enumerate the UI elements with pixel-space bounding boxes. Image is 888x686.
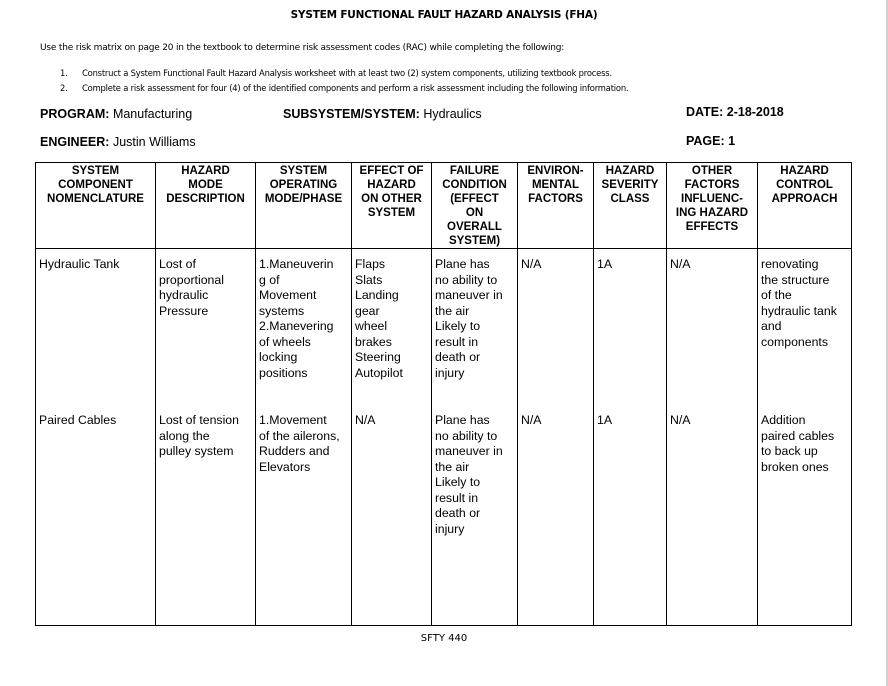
table-cell: Flaps Slats Landing gear wheel brakes Steering Autopilot: [352, 249, 432, 406]
table-cell: Lost of tension along the pulley system: [156, 405, 256, 626]
table-cell: Plane has no ability to maneuver in the air Likely to result in death or injury: [432, 405, 518, 626]
page-footer: SFTY 440: [420, 633, 468, 644]
table-cell: N/A: [518, 405, 594, 626]
column-header: SYSTEM COMPONENT NOMENCLATURE: [36, 163, 156, 249]
table-cell: N/A: [667, 405, 758, 626]
table-cell: N/A: [667, 249, 758, 406]
column-header: HAZARD MODE DESCRIPTION: [156, 163, 256, 249]
table-cell: Paired Cables: [36, 405, 156, 626]
program-field: PROGRAM: Manufacturing: [40, 107, 193, 121]
table-cell: N/A: [352, 405, 432, 626]
instruction-item: 2. Complete a risk assessment for four (4) of the identified components and perform a risk assessment including the following information.: [60, 83, 629, 93]
table-cell: 1.Maneuverin g of Movement systems 2.Manevering of wheels locking positions: [256, 249, 352, 406]
column-header: HAZARD SEVERITY CLASS: [594, 163, 667, 249]
table-cell: Plane has no ability to maneuver in the air Likely to result in death or injury: [432, 249, 518, 406]
fha-worksheet-table: [35, 162, 852, 626]
column-header: ENVIRON- MENTAL FACTORS: [518, 163, 594, 249]
table-cell: renovating the structure of the hydraulic tank and components: [758, 249, 852, 406]
document-title: SYSTEM FUNCTIONAL FAULT HAZARD ANALYSIS (FHA): [290, 9, 598, 21]
page-field: PAGE: 1: [686, 134, 736, 148]
table-cell: 1A: [594, 405, 667, 626]
column-header: SYSTEM OPERATING MODE/PHASE: [256, 163, 352, 249]
date-field: DATE: 2-18-2018: [686, 105, 784, 119]
table-cell: Addition paired cables to back up broken ones: [758, 405, 852, 626]
instruction-item: 1. Construct a System Functional Fault Hazard Analysis worksheet with at least two (2) system components, utilizing textbook process.: [60, 68, 612, 78]
engineer-field: ENGINEER: Justin Williams: [40, 135, 196, 149]
column-header: EFFECT OF HAZARD ON OTHER SYSTEM: [352, 163, 432, 249]
subsystem-field: SUBSYSTEM/SYSTEM: Hydraulics: [283, 107, 482, 121]
column-header: OTHER FACTORS INFLUENC- ING HAZARD EFFECTS: [667, 163, 758, 249]
table-row: [36, 405, 852, 626]
instruction-list: [60, 66, 628, 96]
table-cell: 1A: [594, 249, 667, 406]
table-cell: Hydraulic Tank: [36, 249, 156, 406]
table-header-row: [36, 163, 852, 249]
intro-text: Use the risk matrix on page 20 in the textbook to determine risk assessment codes (RAC) while completing the following:: [40, 43, 565, 53]
table-cell: 1.Movement of the ailerons, Rudders and Elevators: [256, 405, 352, 626]
column-header: FAILURE CONDITION (EFFECT ON OVERALL SYSTEM): [432, 163, 518, 249]
table-row: [36, 249, 852, 406]
table-cell: N/A: [518, 249, 594, 406]
column-header: HAZARD CONTROL APPROACH: [758, 163, 852, 249]
table-cell: Lost of proportional hydraulic Pressure: [156, 249, 256, 406]
